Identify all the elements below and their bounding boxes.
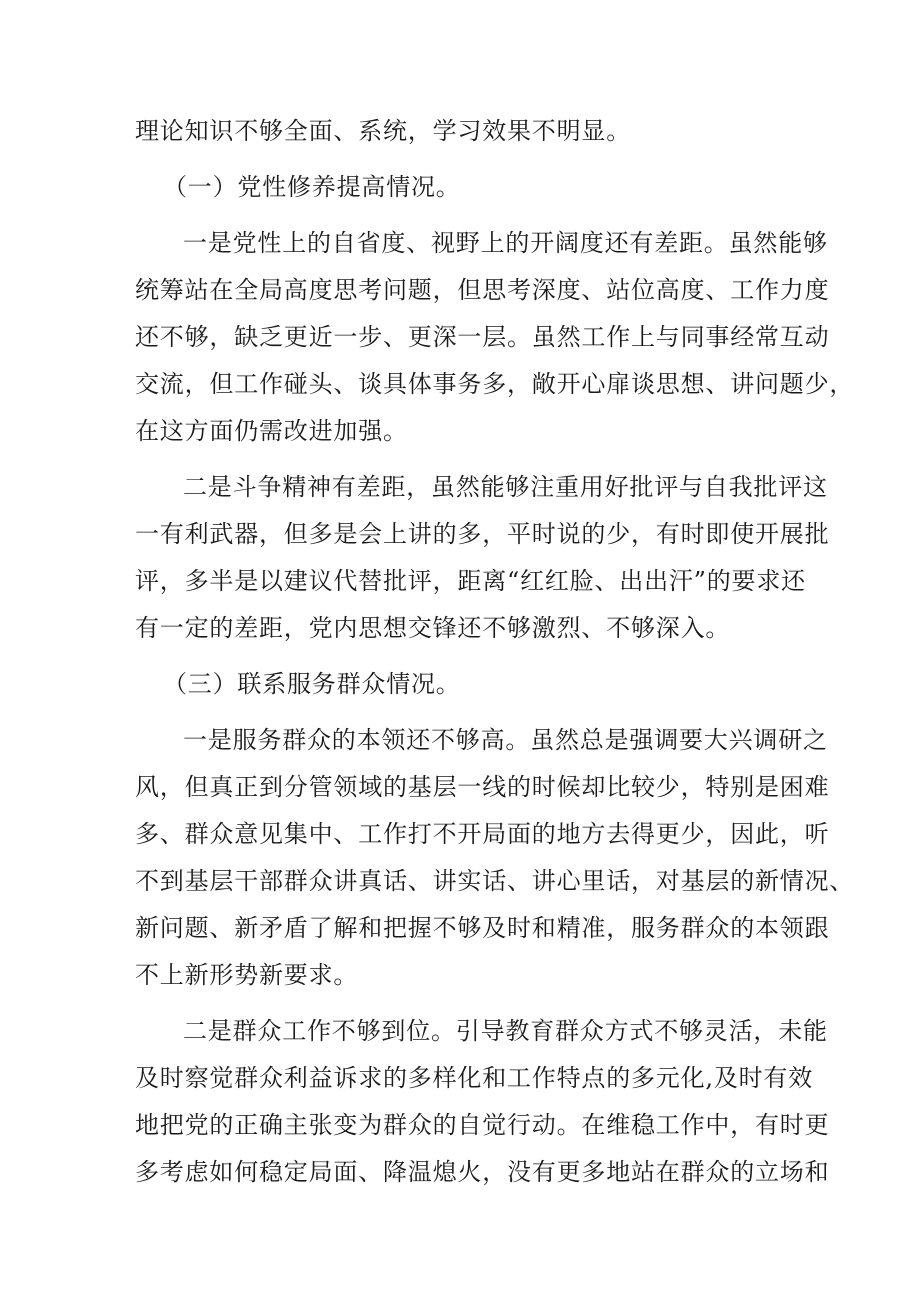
paragraph-continuation — [135, 108, 799, 155]
document-body — [135, 108, 855, 1205]
text-line: （一）党性修养提高情况。 — [163, 173, 461, 201]
paragraph-self-reflection — [135, 220, 855, 455]
text-line: 一是服务群众的本领还不够高。虽然总是强调要大兴调研之 — [183, 726, 828, 754]
text-line: 风，但真正到分管领域的基层一线的时候却比较少，特别是困难 — [135, 773, 830, 801]
paragraph-service-ability — [135, 717, 855, 999]
paragraph-mass-work — [135, 1008, 830, 1196]
text-line: 新问题、新矛盾了解和把握不够及时和精准，服务群众的本领跟 — [135, 914, 830, 942]
text-line: 还不够，缺乏更近一步、更深一层。虽然工作上与同事经常互动 — [135, 323, 830, 351]
paragraph-fighting-spirit — [135, 464, 830, 652]
text-line: 多考虑如何稳定局面、降温熄火，没有更多地站在群众的立场和 — [135, 1158, 830, 1186]
text-line: 二是群众工作不够到位。引导教育群众方式不够灵活，未能 — [183, 1017, 828, 1045]
text-line: 交流，但工作碰头、谈具体事务多，敞开心扉谈思想、讲问题少， — [135, 370, 855, 398]
text-line: 一是党性上的自省度、视野上的开阔度还有差距。虽然能够 — [183, 229, 828, 257]
text-line: 评，多半是以建议代替批评，距离“红红脸、出出汗”的要求还 — [135, 567, 806, 595]
section-heading-party-spirit — [135, 164, 799, 211]
text-line: 不上新形势新要求。 — [135, 961, 359, 989]
text-line: 一有利武器，但多是会上讲的多，平时说的少，有时即使开展批 — [135, 520, 830, 548]
text-line: 地把党的正确主张变为群众的自觉行动。在维稳工作中，有时更 — [135, 1111, 830, 1139]
text-line: 在这方面仍需改进加强。 — [135, 417, 408, 445]
text-line: 及时察觉群众利益诉求的多样化和工作特点的多元化,及时有效 — [135, 1064, 814, 1092]
text-line: 二是斗争精神有差距，虽然能够注重用好批评与自我批评这 — [183, 473, 828, 501]
text-line: 统筹站在全局高度思考问题，但思考深度、站位高度、工作力度 — [135, 276, 830, 304]
text-line: 多、群众意见集中、工作打不开局面的地方去得更少，因此，听 — [135, 820, 830, 848]
text-line: 理论知识不够全面、系统，学习效果不明显。 — [135, 117, 631, 145]
section-heading-serving-masses — [135, 661, 799, 708]
text-line: 不到基层干部群众讲真话、讲实话、讲心里话，对基层的新情况、 — [135, 867, 855, 895]
text-line: （三）联系服务群众情况。 — [163, 670, 461, 698]
text-line: 有一定的差距，党内思想交锋还不够激烈、不够深入。 — [135, 614, 731, 642]
